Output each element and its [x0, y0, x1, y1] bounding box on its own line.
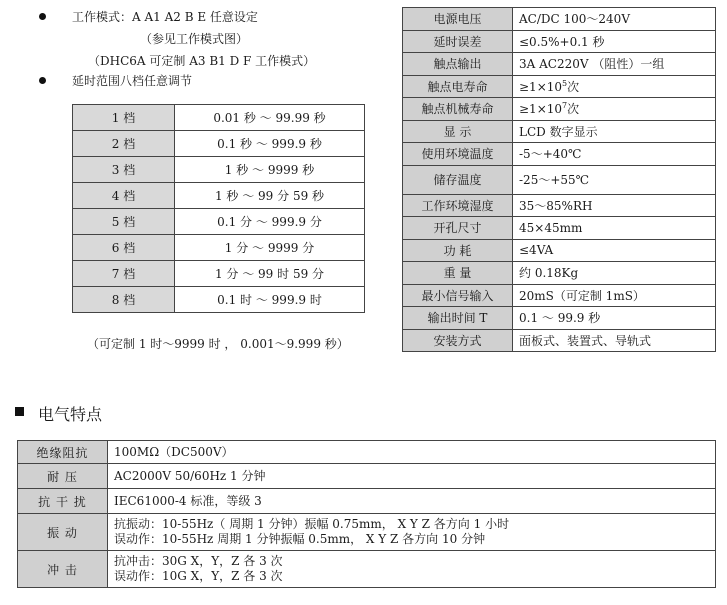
spec-label: 功 耗 — [403, 239, 513, 262]
spec-label: 触点机械寿命 — [403, 98, 513, 121]
table-row — [18, 514, 716, 551]
range-value: 0.1 分 ～ 999.9 分 — [175, 209, 365, 235]
spec-value: 约 0.18Kg — [513, 262, 716, 285]
spec-value-suffix: 次 — [567, 102, 580, 117]
table-row — [18, 441, 716, 464]
elec-label: 耐 压 — [18, 464, 108, 489]
spec-table — [402, 7, 716, 352]
elec-value-line: IEC61000-4 标准，等级 3 — [114, 493, 262, 508]
spec-value: ≤4VA — [513, 239, 716, 262]
elec-value-line: 100MΩ（DC500V） — [114, 444, 234, 459]
spec-label: 触点电寿命 — [403, 75, 513, 98]
range-value: 1 秒 ～ 9999 秒 — [175, 157, 365, 183]
elec-label: 冲 击 — [18, 551, 108, 588]
table-row — [403, 239, 716, 262]
elec-value — [108, 514, 716, 551]
mode-custom: （DHC6A 可定制 A3 B1 D F 工作模式） — [88, 54, 316, 68]
mode-bullet — [39, 13, 46, 20]
range-table — [72, 104, 365, 313]
range-value: 1 分 ～ 99 时 59 分 — [175, 261, 365, 287]
range-value: 0.1 时 ～ 999.9 时 — [175, 287, 365, 313]
spec-label: 显 示 — [403, 120, 513, 143]
table-row — [18, 551, 716, 588]
spec-value: LCD 数字显示 — [513, 120, 716, 143]
table-row — [403, 329, 716, 352]
spec-value-base: ≥1×10 — [519, 79, 563, 94]
elec-value-line: 抗振动：10-55Hz（ 周期 1 分钟）振幅 0.75mm， X Y Z 各方向 1 小时 — [114, 517, 510, 531]
elec-value — [108, 441, 716, 464]
mode-ref: （参见工作模式图） — [140, 32, 249, 46]
table-row — [403, 98, 716, 121]
spec-value-exponent: 7 — [562, 101, 568, 111]
elec-value — [108, 551, 716, 588]
range-value: 1 分 ～ 9999 分 — [175, 235, 365, 261]
table-row — [73, 287, 365, 313]
table-row — [403, 8, 716, 31]
spec-value: -25～+55℃ — [513, 165, 716, 194]
table-row — [403, 194, 716, 217]
spec-label: 输出时间 T — [403, 307, 513, 330]
spec-label: 触点输出 — [403, 53, 513, 76]
elec-value-line: 误动作：10G X，Y，Z 各 3 次 — [114, 569, 283, 583]
elec-label: 抗 干 扰 — [18, 489, 108, 514]
range-line: 延时范围八档任意调节 — [72, 74, 193, 88]
section-square-icon — [15, 407, 24, 416]
elec-value-line: 误动作：10-55Hz 周期 1 分钟振幅 0.5mm， X Y Z 各方向 10 分钟 — [114, 532, 486, 546]
spec-value: ≤0.5%+0.1 秒 — [513, 30, 716, 53]
elec-label: 绝缘阻抗 — [18, 441, 108, 464]
spec-value: -5～+40℃ — [513, 143, 716, 166]
spec-value: 0.1 ～ 99.9 秒 — [513, 307, 716, 330]
table-row — [403, 262, 716, 285]
spec-label: 开孔尺寸 — [403, 217, 513, 240]
table-row — [73, 105, 365, 131]
range-label: 3 档 — [73, 157, 175, 183]
spec-value-suffix: 次 — [567, 79, 580, 94]
table-row — [403, 143, 716, 166]
spec-value — [513, 98, 716, 121]
table-row — [403, 307, 716, 330]
range-label: 5 档 — [73, 209, 175, 235]
table-row — [73, 235, 365, 261]
spec-value: 35～85%RH — [513, 194, 716, 217]
spec-label: 储存温度 — [403, 165, 513, 194]
range-label: 1 档 — [73, 105, 175, 131]
table-row — [73, 157, 365, 183]
elec-value — [108, 489, 716, 514]
spec-label: 安装方式 — [403, 329, 513, 352]
table-row — [73, 131, 365, 157]
spec-label: 使用环境温度 — [403, 143, 513, 166]
spec-value: 面板式、装置式、导轨式 — [513, 329, 716, 352]
table-row — [403, 284, 716, 307]
section-heading: 电气特点 — [38, 405, 103, 424]
table-row — [403, 30, 716, 53]
range-value: 1 秒 ～ 99 分 59 秒 — [175, 183, 365, 209]
elec-value-line: AC2000V 50/60Hz 1 分钟 — [114, 468, 266, 483]
table-row — [403, 75, 716, 98]
spec-value-exponent: 5 — [562, 78, 568, 88]
table-row — [403, 165, 716, 194]
spec-label: 电源电压 — [403, 8, 513, 31]
table-row — [403, 217, 716, 240]
table-row — [18, 464, 716, 489]
spec-label: 工作环境湿度 — [403, 194, 513, 217]
spec-value — [513, 75, 716, 98]
spec-value: 3A AC220V （阻性）一组 — [513, 53, 716, 76]
range-value: 0.1 秒 ～ 999.9 秒 — [175, 131, 365, 157]
table-row — [73, 183, 365, 209]
spec-label: 重 量 — [403, 262, 513, 285]
spec-value-base: ≥1×10 — [519, 102, 563, 117]
elec-value — [108, 464, 716, 489]
table-row — [403, 53, 716, 76]
spec-label: 延时误差 — [403, 30, 513, 53]
electrical-table — [17, 440, 716, 588]
elec-value-line: 抗冲击：30G X，Y，Z 各 3 次 — [114, 554, 283, 568]
table-row — [73, 261, 365, 287]
mode-line: 工作模式：A A1 A2 B E 任意设定 — [72, 10, 258, 24]
range-bullet — [39, 77, 46, 84]
table-row — [403, 120, 716, 143]
range-label: 6 档 — [73, 235, 175, 261]
spec-value: AC/DC 100～240V — [513, 8, 716, 31]
range-note: （可定制 1 时～9999 时 ， 0.001～9.999 秒） — [87, 337, 349, 351]
range-value: 0.01 秒 ～ 99.99 秒 — [175, 105, 365, 131]
table-row — [18, 489, 716, 514]
range-label: 7 档 — [73, 261, 175, 287]
spec-value: 20mS（可定制 1mS） — [513, 284, 716, 307]
elec-label: 振 动 — [18, 514, 108, 551]
range-label: 2 档 — [73, 131, 175, 157]
spec-value: 45×45mm — [513, 217, 716, 240]
range-label: 8 档 — [73, 287, 175, 313]
spec-label: 最小信号输入 — [403, 284, 513, 307]
range-label: 4 档 — [73, 183, 175, 209]
table-row — [73, 209, 365, 235]
